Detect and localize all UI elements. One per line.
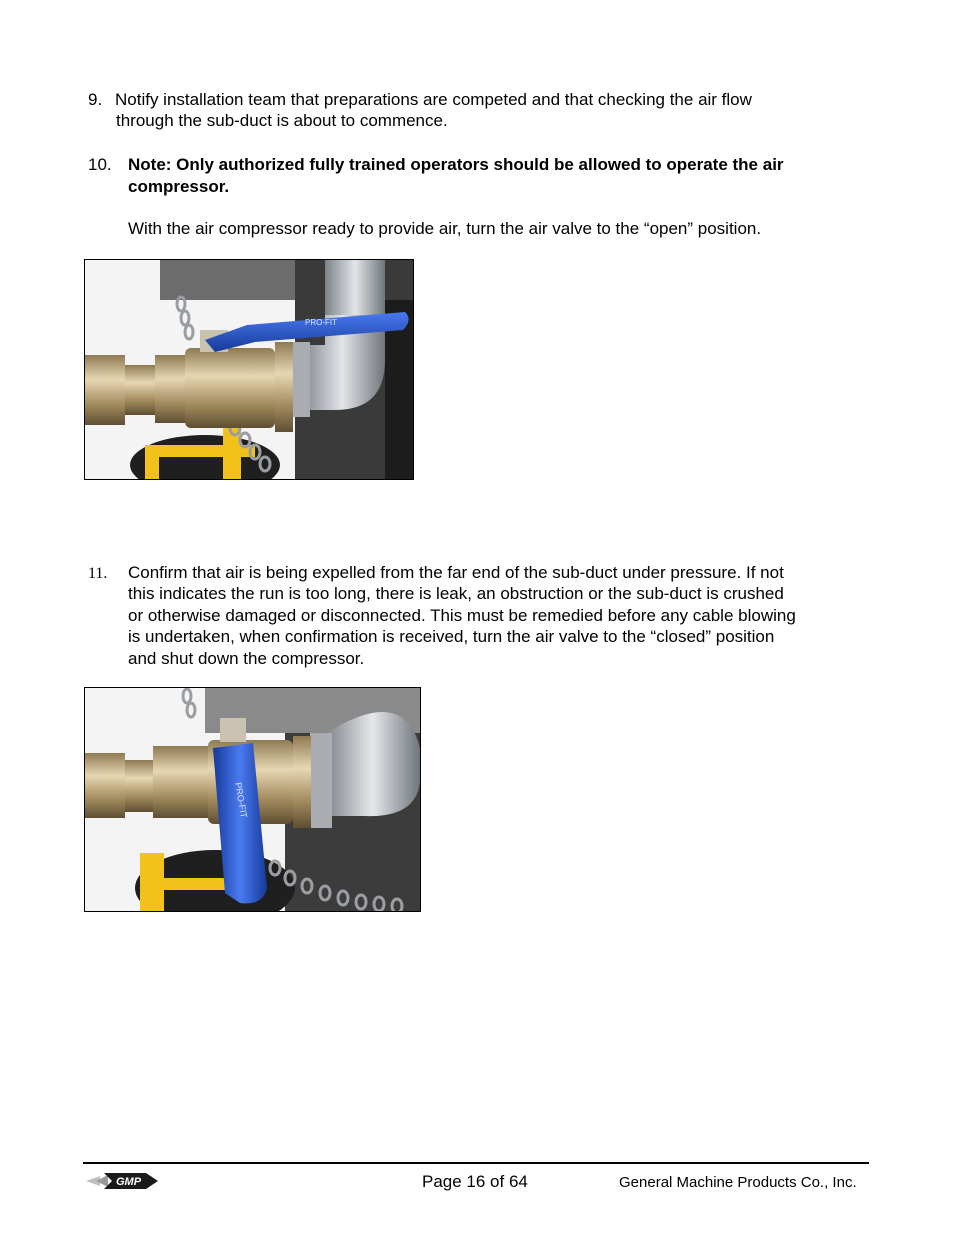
valve-open-handle-text: PRO-FIT bbox=[305, 318, 337, 327]
step-10-note-line-1: Note: Only authorized fully trained operators should be allowed to operate the air bbox=[128, 155, 784, 174]
step-10-note-line-2: compressor. bbox=[128, 177, 230, 196]
page-number: Page 16 of 64 bbox=[422, 1172, 528, 1191]
step-9-number: 9. bbox=[88, 90, 103, 109]
step-11-text-line-2: this indicates the run is too long, there is leak, an obstruction or the sub-duct is crushed bbox=[128, 584, 784, 603]
step-11-text-line-4: is undertaken, when confirmation is received, turn the air valve to the “closed” position bbox=[128, 627, 775, 646]
footer-rule bbox=[83, 1162, 869, 1164]
step-9-text-line-2: through the sub-duct is about to commence. bbox=[116, 111, 448, 130]
step-11-text-line-1: Confirm that air is being expelled from the far end of the sub-duct under pressure. If not bbox=[128, 563, 784, 582]
step-11-number: 11. bbox=[88, 565, 108, 582]
valve-closed-handle-text: PRO-FIT bbox=[233, 781, 250, 819]
gmp-logo bbox=[86, 1170, 160, 1192]
step-10-number: 10. bbox=[88, 155, 112, 174]
gmp-logo-text: GMP bbox=[116, 1176, 142, 1188]
step-11-text-line-5: and shut down the compressor. bbox=[128, 649, 365, 668]
valve-closed-photo bbox=[84, 687, 421, 912]
company-name: General Machine Products Co., Inc. bbox=[619, 1174, 857, 1191]
step-11-text-line-3: or otherwise damaged or disconnected. This must be remedied before any cable blowing bbox=[128, 606, 796, 625]
step-10-body: With the air compressor ready to provide air, turn the air valve to the “open” position. bbox=[128, 219, 762, 238]
valve-open-photo bbox=[84, 259, 414, 480]
step-9-text-line-1: Notify installation team that preparations are competed and that checking the air flow bbox=[115, 90, 752, 109]
